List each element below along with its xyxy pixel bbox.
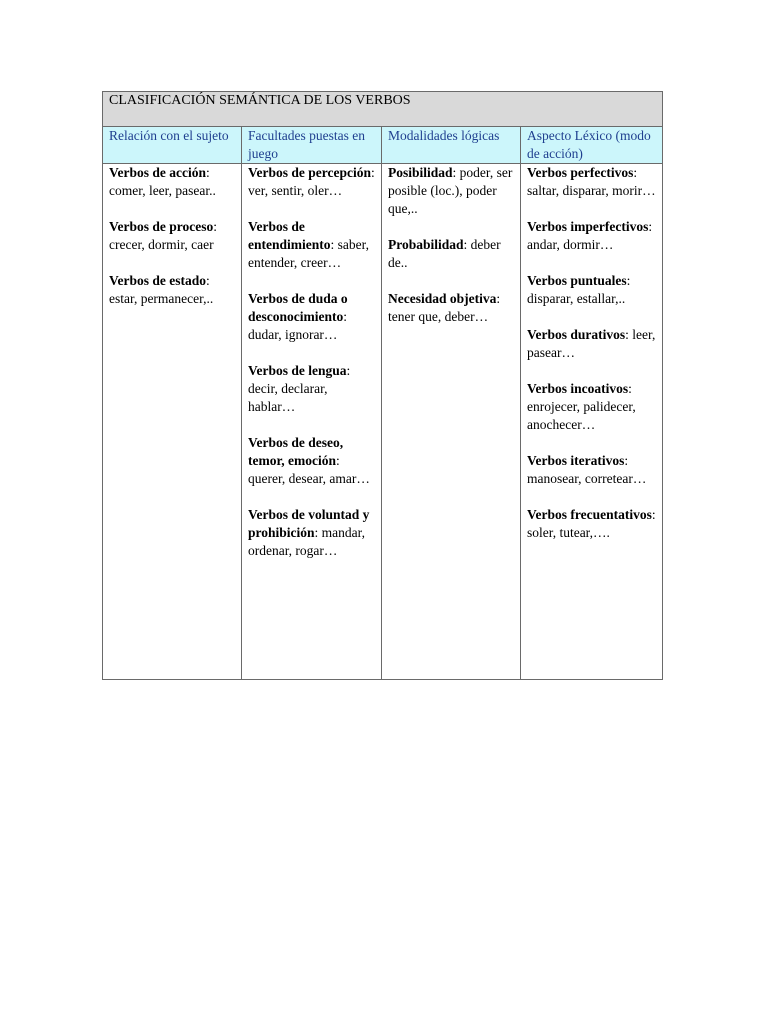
column-header-facultades: Facultades puestas en juego: [242, 127, 382, 164]
table-title-row: [103, 92, 663, 127]
verb-entry-separator: :: [346, 363, 351, 378]
verb-entry-separator: :: [626, 273, 631, 288]
verb-entry-separator: :: [648, 219, 653, 234]
verb-entry-term: Verbos de lengua: [248, 363, 347, 378]
verb-entry-term: Verbos de percepción: [248, 165, 371, 180]
verb-entry: [388, 290, 514, 326]
verb-entry-separator: :: [335, 453, 340, 468]
verb-entry-examples: decir, declarar, hablar…: [248, 381, 328, 414]
verb-entry: [248, 164, 375, 200]
verb-entry-term: Verbos durativos: [527, 327, 626, 342]
verb-entry-term: Verbos de estado: [109, 273, 207, 288]
verb-entry-term: Verbos frecuentativos: [527, 507, 652, 522]
verb-entry: [248, 506, 375, 560]
verb-entry: [527, 506, 656, 542]
verb-entry-separator: :: [496, 291, 501, 306]
verb-entry-examples: dudar, ignorar…: [248, 327, 338, 342]
verb-entry: [248, 290, 375, 344]
verb-entry-term: Probabilidad: [388, 237, 464, 252]
verb-entry-examples: comer, leer, pasear..: [109, 183, 216, 198]
verb-entry-examples: saber, entender, creer…: [248, 237, 369, 270]
verb-entry-separator: :: [371, 165, 375, 180]
verb-entry: [527, 326, 656, 362]
verb-entry: [527, 218, 656, 254]
verb-entry-separator: :: [624, 453, 629, 468]
table-title: CLASIFICACIÓN SEMÁNTICA DE LOS VERBOS: [103, 92, 663, 127]
verb-entry-term: Verbos de duda o desconocimiento: [248, 291, 348, 324]
verb-entry-term: Verbos de deseo, temor, emoción: [248, 435, 344, 468]
verb-entry-examples: leer, pasear…: [527, 327, 656, 360]
verb-entry: [527, 164, 656, 200]
verb-classification-table: [102, 91, 663, 680]
verb-entry: [388, 236, 514, 272]
verb-entry: [388, 164, 514, 218]
verb-entry-term: Verbos de entendimiento: [248, 219, 331, 252]
verb-entry: [527, 380, 656, 434]
verb-entry-examples: mandar, ordenar, rogar…: [248, 525, 365, 558]
verb-entry-term: Verbos de proceso: [109, 219, 214, 234]
verb-entry-examples: querer, desear, amar…: [248, 471, 370, 486]
table-body-row: [103, 164, 663, 680]
verb-entry-separator: :: [206, 273, 210, 288]
verb-entry-term: Verbos iterativos: [527, 453, 625, 468]
verb-entry: [109, 218, 235, 254]
verb-entry: [248, 362, 375, 416]
column-cell-facultades: [242, 164, 382, 680]
verb-entry-examples: enrojecer, palidecer, anochecer…: [527, 399, 636, 432]
verb-entry: [109, 164, 235, 200]
verb-entry-examples: ver, sentir, oler…: [248, 183, 343, 198]
verb-entry-term: Verbos imperfectivos: [527, 219, 649, 234]
verb-entry-examples: poder, ser posible (loc.), poder que,..: [388, 165, 513, 216]
verb-entry-term: Posibilidad: [388, 165, 453, 180]
verb-entry-separator: :: [463, 237, 468, 252]
verb-entry-separator: :: [206, 165, 210, 180]
verb-entry-examples: soler, tutear,….: [527, 525, 610, 540]
verb-entry-separator: :: [452, 165, 457, 180]
verb-entry-examples: saltar, disparar, morir…: [527, 183, 656, 198]
column-cell-relacion: [103, 164, 242, 680]
column-header-modalidades: Modalidades lógicas: [382, 127, 521, 164]
verb-entry-term: Necesidad objetiva: [388, 291, 497, 306]
verb-entry-examples: andar, dormir…: [527, 237, 614, 252]
verb-entry-examples: estar, permanecer,..: [109, 291, 214, 306]
verb-entry-examples: deber de..: [388, 237, 501, 270]
verb-entry: [109, 272, 235, 308]
verb-entry: [248, 218, 375, 272]
column-cell-modalidades: [382, 164, 521, 680]
verb-entry-term: Verbos puntuales: [527, 273, 627, 288]
verb-entry-term: Verbos de acción: [109, 165, 206, 180]
verb-entry: [527, 272, 656, 308]
verb-entry-separator: :: [314, 525, 319, 540]
verb-entry-separator: :: [651, 507, 656, 522]
verb-entry-separator: :: [213, 219, 218, 234]
column-header-relacion: Relación con el sujeto: [103, 127, 242, 164]
verb-entry-examples: tener que, deber…: [388, 309, 489, 324]
verb-entry-separator: :: [330, 237, 335, 252]
table-header-row: [103, 127, 663, 164]
verb-entry-separator: :: [628, 381, 632, 396]
column-header-aspecto: Aspecto Léxico (modo de acción): [521, 127, 663, 164]
verb-entry: [248, 434, 375, 488]
verb-entry-examples: manosear, corretear…: [527, 471, 647, 486]
verb-entry-separator: :: [343, 309, 348, 324]
verb-entry-examples: disparar, estallar,..: [527, 291, 626, 306]
verb-entry-term: Verbos incoativos: [527, 381, 629, 396]
verb-entry-examples: crecer, dormir, caer: [109, 237, 214, 252]
column-cell-aspecto: [521, 164, 663, 680]
verb-entry-separator: :: [633, 165, 638, 180]
verb-entry-term: Verbos de voluntad y prohibición: [248, 507, 370, 540]
verb-entry-separator: :: [625, 327, 629, 342]
verb-entry-term: Verbos perfectivos: [527, 165, 634, 180]
verb-entry: [527, 452, 656, 488]
